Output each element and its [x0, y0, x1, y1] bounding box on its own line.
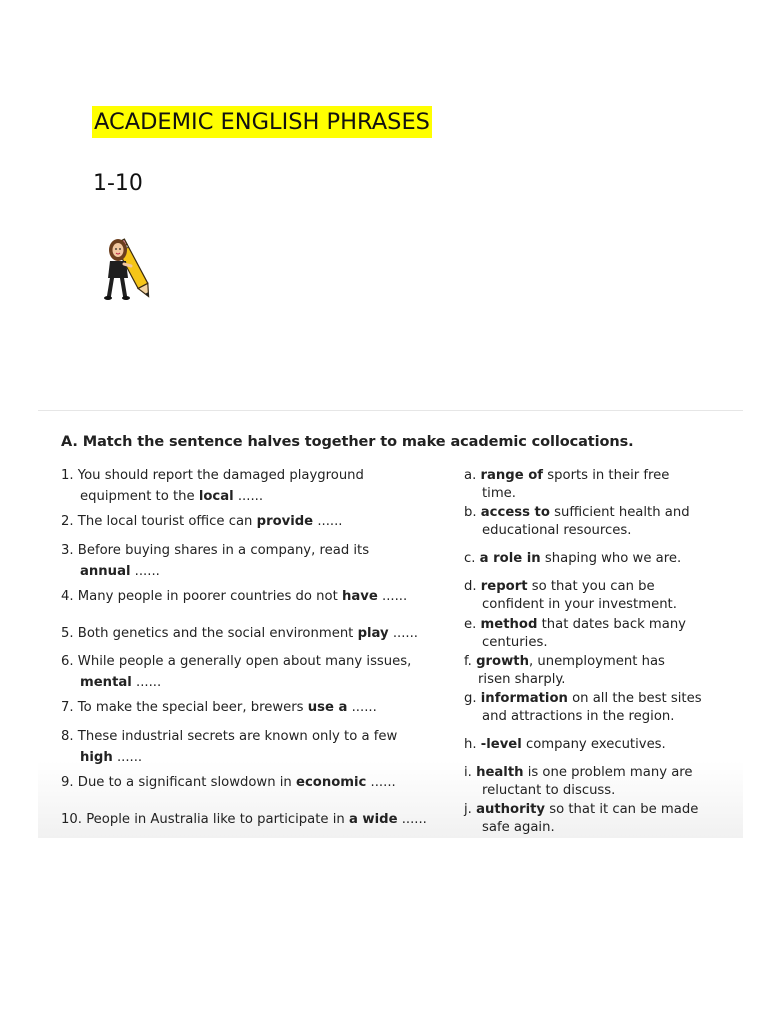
sentence-2: 2. The local tourist office can provide ...... [61, 514, 343, 529]
collocation-word: a wide [348, 812, 398, 827]
sentence-7: 7. To make the special beer, brewers use a ...... [61, 700, 377, 715]
sentence-10: 10. People in Australia like to participate in a wide ...... [61, 812, 427, 827]
collocation-word: high [80, 750, 113, 765]
collocation-word: play [357, 626, 389, 641]
option-g: g. information on all the best sites and attractions in the region. [464, 691, 702, 724]
collocation-word: provide [256, 514, 314, 529]
girl-with-pencil-icon [100, 232, 156, 304]
page-subtitle: 1-10 [93, 171, 143, 196]
page-title: ACADEMIC ENGLISH PHRASES [92, 106, 432, 138]
collocation-word: mental [80, 675, 132, 690]
option-i: i. health is one problem many are reluctant to discuss. [464, 765, 693, 798]
sentence-6: 6. While people a generally open about many issues, mental ...... [61, 654, 412, 690]
option-c: c. a role in shaping who we are. [464, 551, 682, 566]
option-j: j. authority so that it can be made safe again. [464, 802, 699, 835]
sentence-4: 4. Many people in poorer countries do not have ...... [61, 589, 408, 604]
exercise-worksheet [38, 410, 743, 838]
collocation-word: annual [80, 564, 131, 579]
option-d: d. report so that you can be confident in your investment. [464, 579, 677, 612]
sentence-9: 9. Due to a significant slowdown in economic ...... [61, 775, 396, 790]
option-e: e. method that dates back many centuries. [464, 617, 686, 650]
collocation-word: local [198, 489, 234, 504]
option-h: h. -level company executives. [464, 737, 666, 752]
collocation-word: economic [296, 775, 367, 790]
sentence-8: 8. These industrial secrets are known only to a few high ...... [61, 729, 398, 765]
sentence-3: 3. Before buying shares in a company, read its annual ...... [61, 543, 370, 579]
sentence-1: 1. You should report the damaged playground equipment to the local ...... [61, 468, 364, 504]
option-f: f. growth, unemployment has risen sharply. [464, 654, 665, 687]
collocation-word: use a [307, 700, 348, 715]
option-b: b. access to sufficient health and educational resources. [464, 505, 690, 538]
option-a: a. range of sports in their free time. [464, 468, 670, 501]
collocation-word: have [341, 589, 378, 604]
sentence-5: 5. Both genetics and the social environment play ...... [61, 626, 418, 641]
exercise-heading: A. Match the sentence halves together to make academic collocations. [61, 434, 634, 450]
